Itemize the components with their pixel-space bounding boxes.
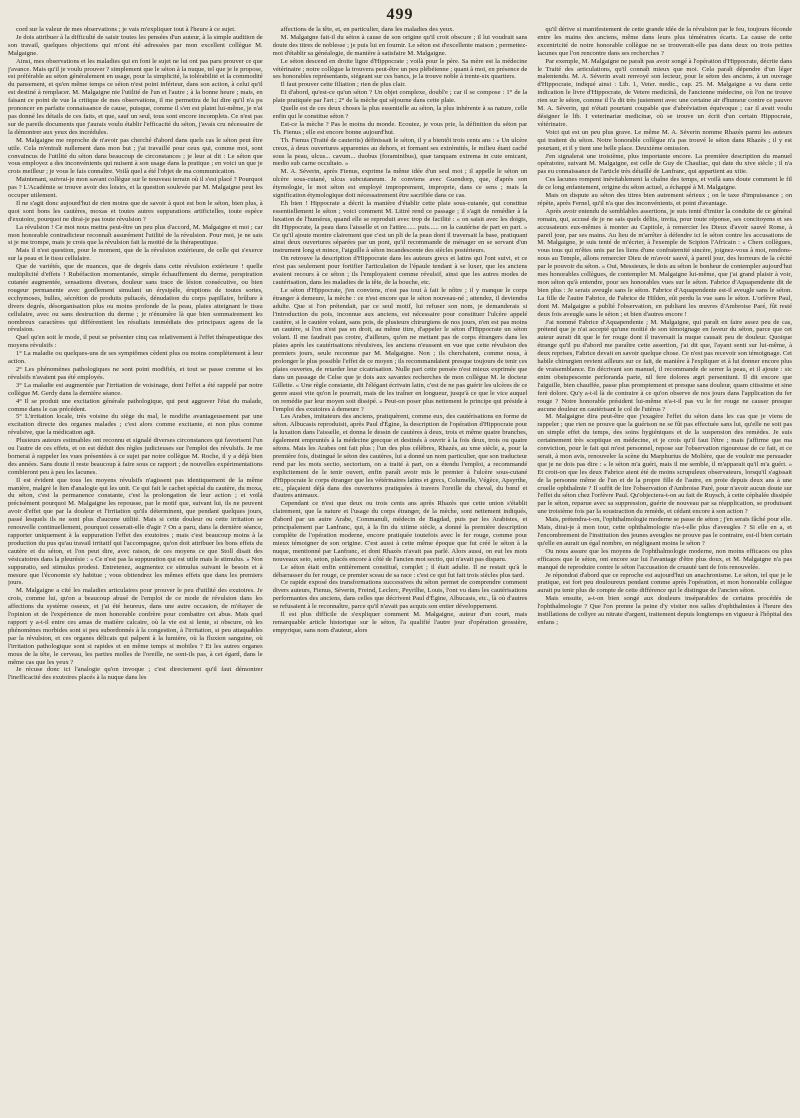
paragraph: M. A. Séverin, après Fienus, exprime la même idée d'un seul mot ; il appelle le séton un ulcère sous-cutané, ulcus subcutaneum. Je conviens avec Guendorp, que, d'après son étymologie, le mot séton est employé improprement, improprie, dans ce sens ; mais la signification étymologique doit nécessairement être sacrifiée dans ce cas. — [272, 168, 528, 200]
column-middle — [273, 26, 528, 1112]
paragraph: Le séton descend en droite ligne d'Hippocrate ; voilà pour le père. Sa mère est la médecine vétérinaire ; notre collègue la trouvera peut-être un peu plébéienne ; quant à moi, en présence de ses honorables représentants, siégeant sur ces bancs, je la trouve noble à trente-six quartiers. — [272, 57, 528, 81]
paragraph: 2° Les phénomènes pathologiques ne sont point modifiés, et tout se passe comme si les révulsifs n'avaient pas été employés. — [8, 365, 263, 381]
paragraph: Cependant ce n'est que deux ou trois cents ans après Rhazès que cette union s'établit clairement, que la nature et l'usage du corps étranger, de la mèche, sont nettement indiqués, d'abord par un autre Arabe, Commanuli, médecin de Bagdad, puis par les Arabistes, et principalement par Lanfranc, qui, à la fin du xiiime siècle, a donné la première description complète de l'opération moderne, encore pratiquée toutefois avec le fer rouge, comme pour mieux témoigner de son origine. C'est aussi à cette même époque que fut créé le séton à la nuque, mentionné par Lanfranc, et dont Rhazès n'avait pas parlé. Alors aussi, on eut les mots nouveaux seto, seton, placés encore à côté de l'ancien mot sectio, qui n'avait pas disparu. — [272, 500, 528, 563]
paragraph: Et d'abord, qu'est-ce qu'un séton ? Un objet complexe, doubl'e ; car il se compose : 1° de la plaie pratiquée par l'art ; 2° de la mèche qui séjourne dans cette plaie. — [272, 89, 528, 105]
paragraph: Est-ce la mèche ? Pas le moins du monde. Ecoutez, je vous prie, la définition du séton par Th. Fienus ; elle est encore bonne aujourd'hui. — [272, 120, 528, 136]
paragraph: Th. Fienus (Traité de cauteriis) définissait le séton, il y a bientôt trois cents ans : « Un ulcère creux, à deux ouvertures apparentes au dehors, et formant ses extrémités, le milieu étant caché sous la peau, ulcus... cavum... duobus (foraminibus), quæ tanquam extrema in cute emicant, medio sub carne occultato. » — [272, 136, 528, 168]
paragraph: Le séton était enfin entièrement constitué, complet ; il était adulte. Il ne restait qu'à le débarrasser du fer rouge, ce premier sceau de sa race : c'est ce qui fut fait trois siècles plus tard. — [272, 563, 528, 579]
column-right — [537, 26, 792, 1112]
paragraph: Maintenant, suivrai-je mon savant collègue sur le nouveau terrain où il s'est placé ? Pourquoi pas ? L'Académie se trouve avoir des loisirs, et la question soulevée par M. Malgaigne peut les occuper utilement. — [8, 176, 263, 200]
paragraph: 5° L'irritation locale, très voisine du siège du mal, le modifie avantageusement par une excitation directe des organes malades ; c'est alors comme excitante, et non plus comme révulsive, que la médication agit. — [8, 413, 263, 437]
text-columns — [8, 26, 792, 1112]
paragraph: M. Malgaigne a cité les maladies articulaires pour prouver le peu d'utilité des exutoires. Je crois, comme lui, qu'on a beaucoup abusé de l'emploi de ce mode de révulsion dans les affections du système osseux, et j'ai été heureux, dans une autre occasion, de m'étayer de l'opinion et de l'expérience de mon honorable confrère pour combattre cet abus. Mais quel rapport y a-t-il entre ces amas de matière calcaire, où la vie est si lente, si obscure, où les phénomènes morbides sont si peu subordonnés à la congestion, à l'irritation, si peu attaquables par la révulsion, et ces organes délicats qui palpent à la lumière, où la fluxion sanguine, où l'irritation pathologique sont si rapides et en même temps si mobiles ? Et les autres organes mous de la tête, le cerveau, les parties molles de l'oreille, ne sont-ils pas, à cet égard, dans le même cas que les yeux ? — [8, 587, 263, 666]
paragraph: Mais, prétendra-t-on, l'ophthalmologie moderne se passe de séton ; j'en serais fâché pour elle. Mais, dirai-je à mon tour, cette ophthalmologie n'a-t-elle plus d'aveugles ? Si elle en a, et l'encombrement de l'institution des jeunes aveugles ne prouve pas le contraire, est-il bien certain qu'elle en aurait un égal nombre, en négligeant moins le séton ? — [537, 516, 793, 547]
paragraph: Le séton d'Hippocrate, j'en conviens, n'est pas tout à fait le nôtre ; il y manque le corps étranger à demeure, la mèche : ce n'est encore que le séton nouveau-né ; attendez, il deviendra adulte. Que si l'on prétendait, par ce seul motif, lui refuser son nom, je demanderais si l'introduction du pois, inconnue aux anciens, est nécessaire pour constituer l'ulcère appelé cautère, si le cautère volant, sans pois, de plusieurs chirurgiens de nos jours, n'en est pas moins un cautère, si l'on n'est pas en droit, au même titre, d'appeler le séton d'Hippocrate un séton volant. Il me faudrait pas croire, d'ailleurs, qu'en ne mettant pas de corps étrangers dans les plaies après les cautérisations révulsives, les anciens n'eussent en vue que cette révulsion des premiers jours, seule reconnue par M. Malgaigne. Non ; ils cherchaient, comme nous, à prolonger le plus possible l'effet de ce moyen ; ils recommandaient presque toujours de tenir ces plaies ouvertes, de retarder leur cicatrisation. Nulle part cette pensée n'est mieux exprimée que dans un passage de Celse que je dois aux savantes recherches de mon collègue M. le docteur Gillette. « Une règle constante, dit l'élégant écrivain latin, c'est de ne pas guérir les ulcères de ce genre aussi vite qu'on le pourrait, mais de les traîner en longueur, jusqu'à ce que le vice auquel on remédie par leur moyen soit dissipé. » Peut-on poser plus nettement le principe qui préside à l'emploi des exutoires à demeure ? — [272, 286, 528, 413]
column-left — [8, 26, 263, 1112]
paragraph: Il faut prouver cette filiation ; rien de plus clair. — [280, 81, 406, 89]
paragraph: Par exemple, M. Malgaigne ne paraît pas avoir songé à l'opération d'Hippocrate, décrite dans le Traité des articulations, qu'il connaît mieux que moi. Cela paraît dépendre d'un léger malentendu. M. A. Séverin avait renvoyé son lecteur, pour le séton des anciens, à un ouvrage d'Hippocrate, indiqué ainsi : Lib. 1, Veter. medic., cap. 25. M. Malgaigne a vu dans cette indication le livre d'Hippocrate, de Vetere medicinâ, de l'ancienne médecine, où l'on ne trouve rien sur le séton, comme il l'a dit très justement avec une certaine air d'humeur contre ce pauvre M. A. Séverin, qui n'était pourtant coupable que d'abréviation équivoque ; car il avait voulu désigner le lib. I veterinariæ medicinæ, où se trouve un écrit d'un certain Hippocrate, vétérinaire. — [537, 57, 793, 128]
paragraph: M. Malgaigne dira peut-être que j'exagère l'effet du séton dans les cas que je viens de rappeler ; que rien ne prouve que la guérison ne se fût pas effectuée sans lui, qu'elle ne soit pas un simple effet du temps, des soins hygiéniques et de la suspension des remèdes. Je suis certainement très sceptique en médecine, et je crois qu'il faut l'être ; mais j'affirme que ma conviction, pour le fait qui m'est personnel, repose sur l'observation rigoureuse de ce fait, et ce serait, à mon avis, renouveler la scène du Marphurius de Molière, que de vouloir me persuader que je ne dois pas dire : « le séton m'a guéri, mais il me semble, il m'apparait qu'il m'a guéri. » Et croit-on que les deux Fabrice aient été de moins scrupuleux observateurs, lorsqu'il s'agissait de la personne même de l'un et de la propre fille de l'autre, en proie depuis deux ans à une cruelle ophthalmie ? Il suffit de lire l'observation d'Ambroise Paré, pour n'avoir aucun doute sur l'effet du séton chez l'orfèvre Paul. Qu'objectera-t-on au fait de Ruysch, à cette céphalée dissipée par le séton, reparue avec sa suppression, guérie de nouveau par sa réapplication, se produisant une troisième fois par la soustraction du remède, et cédant encore à son action ? — [537, 413, 793, 516]
paragraph: 1° La maladie ou quelques-uns de ses symptômes cèdent plus ou moins complètement à leur action. — [8, 350, 263, 366]
paragraph: Je répondrai d'abord que ce reproche est aujourd'hui un anachronisme. Le séton, tel que je le pratique, est fort peu douloureux pendant comme après l'opération, et mon honorable collègue aurait pu tenir plus de compte de cette différence qui le distingue de l'ancien séton. — [537, 571, 793, 595]
paragraph: Mais il n'est question, pour le moment, que de la révulsion extérieure, de celle qui s'exerce sur la peau et le tissu cellulaire. — [8, 247, 263, 263]
paragraph: Après avoir entendu de semblables assertions, je suis tenté d'imiter la conduite de ce général romain, qui, accusé de je ne sais quels délits, invita, pour toute réponse, ses concitoyens et ses accusateurs eux-mêmes à monter au Capitole, à remercier les Dieux d'avoir sauvé Rome, à pareil jour, par ses mains. Au lieu de m'arrêter à défendre ici le séton contre les accusations de M. Malgaigne, je suis tenté de m'écrier, à l'exemple de Scipion l'Africain : « Chers collègues, vous tous qui m'êtes unis par les liens d'une confraternité sincère, joignez-vous à moi, rendons-nous au Temple, allons remercier Dieu de m'avoir sauvé, à pareil jour, des horreurs de la cécité par le pouvoir du séton. » Oui, Messieurs, le dois au séton le bonheur de contempler aujourd'hui mes honorables collègues, de contempler M. Malgaigne lui-même, que j'ai grand plaisir à voir, mon séton qu'à entendre, pour ses honorables vues sur le séton. Fabrice d'Aquapendente dit de bien plus : Je serais aveugle sans le séton. Fabrice d'Aquapendente est-il aveugle sans le séton. La fille de l'autre Fabrice, de Fabrice de Hilden, eût perdu la vue sans le séton. L'orfèvre Paul, dont M. Malgaigne a publié l'observation, en publiant les œuvres d'Ambroise Paré, fût resté deux fois aveugle sans le séton ; et bien d'autres encore ! — [537, 207, 793, 318]
paragraph: Je récuse donc ici l'analogie qu'on invoque ; c'est directement qu'il faut démontrer l'inefficacité des exutoires placés à la nuque dans les — [8, 666, 263, 682]
paragraph: Ces lacunes rompent inévitablement la chaîne des temps, et voilà sans doute comment le fil de ce long enfantement, origine du séton actuel, a échappé à M. Malgaigne. — [537, 176, 793, 192]
paragraph: 4° Il se produit une excitation générale pathologique, qui peut aggraver l'état du malade, comme dans le cas précédent. — [8, 397, 263, 413]
paragraph: M. Malgaigne me reproche de n'avoir pas cherché d'abord dans quels cas le séton peut être utile. Cela m'entraît nullement dans mon but ; j'ai travaillé pour ceux qui, comme moi, sont convaincus de l'utilité du séton dans beaucoup de circonstances ; je leur ai dit : Le séton que vous employez a des inconvénients qui nuisent à son usage dans la pratique ; en voici un que je crois meilleur ; je vous le fais connaître. Voilà quel a été l'objet de ma communication. — [8, 136, 263, 176]
paragraph: Il est évident que tous les moyens révulsifs n'agissent pas identiquement de la même manière, malgré le lien d'analogie qui les unit. Ce qui fait le cachet spécial du cautère, du moxa, du séton, c'est la permanence constante, c'est la prolongation de leur action ; et voilà précisément pourquoi M. Malgaigne les repousse, par le motif que, suivant lui, ils ne peuvent avoir d'effet que par la douleur et l'irritation qu'ils déterminent, que pendant quelques jours, passé lesquels ils ne sont plus d'aucune utilité. Mais si cette douleur ou cette irritation se renouvelle continuellement, pourquoi cesserait-elle d'agir ? On a paru, dans la dernière séance, rapporter uniquement à la suppuration l'effet des exutoires ; mais c'est beaucoup moins à la production du pus qu'au travail irritatif qui l'accompagne, qu'on doit attribuer les bons effets du cautère et du séton, et l'on peut dire, avec raison, de ces moyens ce que Stoll disait des vésicatoires dans la pleurésie : « Ce n'est pas la suppuration qui est utile mais le stimulus. » Non suppuratio, sed stimulus prodest. Entretenez, augmentez ce stimulus suivant le besoin et à mesure que l'économie s'y habitue ; vous obtiendrez les mêmes effets que dans les premiers jours. — [8, 476, 263, 587]
paragraph: Je dois attribuer à la difficulté de saisir toutes les pensées d'un auteur, à la simple audition de son travail, quelques objections qui m'ont été adressées par mon excellent collègue M. Malgaigne. — [8, 33, 263, 57]
paragraph: qu'il dérive si manifestement de cette grande idée de la révulsion par le feu, toujours féconde entre les mains des anciens, même dans leurs plus téméraires écarts. La cause de cette excentricité de notre honorable collègue ne se trouverait-elle pas dans deux ou trois petites lacunes que l'on rencontre dans ses recherches ? — [537, 26, 793, 57]
paragraph: Plusieurs auteurs estimables ont reconnu et signalé diverses circonstances qui favorisent l'un ou l'autre de ces effets, et on est déduit des règles judicieuses sur l'emploi des révulsifs. Je me bornerai à rappeler les vues présentées à ce sujet par notre collègue M. Roche, il y a déjà bien des années. Sans doute il reste beaucoup à faire sous ce rapport ; de nouvelles expérimentations combleront peu à peu les lacunes. — [8, 437, 263, 476]
paragraph: Ce rapide exposé des transformations successives du séton permet de comprendre comment divers auteurs, Fienus, Séverin, Freind, Leclerc, Peyrilhe, Louis, l'ont vu dans les cautérisations performantes des anciens, dans celles que décrivent Paul d'Égine, Albucasis, etc., là où d'autres se refusaient à le reconnaître, parce qu'il n'avait pas acquis son entier développement. — [272, 579, 528, 611]
paragraph: 3° La maladie est augmentée par l'irritation de voisinage, dont l'effet a été rappelé par notre collègue M. Gerdy dans la dernière séance. — [8, 381, 263, 397]
paragraph: affections de la tête, et, en particulier, dans les maladies des yeux. — [280, 26, 455, 33]
paragraph: On retrouve la description d'Hippocrate dans les auteurs grecs et latins qui l'ont suivi, et ce n'est pas seulement pour fortifier l'articulation de l'épaule tendant à se luxer, que les anciens avaient recours à ce séton ; ils l'employaient comme révulsif, ainsi que les autres modes de cautérisation, dans les maladies de la tête, de la bouche, etc. — [272, 255, 528, 286]
paragraph: Mais ensuite, a-t-on bien songé aux douleurs inséparables de certains procédés de l'ophthalmologie ? Que l'on prenne la peine d'y visiter nos salles d'ophthalmies à l'heure des instillations de collyre au nitrate d'argent, traitement depuis longtemps en vigueur à l'hôpital des enfans ; — [537, 595, 793, 626]
paragraph: M. Malgaigne fait-il du séton à cause de son origine qu'il croit obscure ; il lui voudrait sans doute des titres de noblesse ; je puis lui en fournir. Le séton est d'excellente maison ; permettez-moi d'établir sa généalogie, de manière à satisfaire M. Malgaigne. — [272, 33, 528, 57]
paragraph: Quel qu'en soit le mode, il peut se présenter cinq cas relativement à l'effet thérapeutique des moyens révulsifs : — [8, 334, 263, 350]
paragraph: Quelle est de ces deux choses la plus essentielle au séton, la plus inhérente à sa nature, celle enfin qui le constitue séton ? — [272, 105, 528, 120]
paragraph: Que de variétés, que de nuances, que de degrés dans cette révulsion extérieure ! quelle multiplicité d'effets ! Rubéfaction momentanée, simple échauffement du derme, perspiration cutanée augmentée, sensations diverses, douleur sans trace de lésion consécutive, ou bien rougeur permanente avec gonflement simulant un érysipèle, éruptions de toutes sortes, ecchymoses, bulles, sécrétion de produits pultacés, dénudation du corps papillaire, brûlure à divers degrés, désorganisation plus ou moins profonde de la peau, plaies atteignant le tissu cellulaire, avec ou sans destruction du derme ; je n'énumère là que bien sommairement les nombreux caractères qui différentient les résultats immédiats des principaux agens de la révulsion. — [8, 263, 263, 334]
paragraph: Ou nous assure que les moyens de l'ophthalmologie moderne, non moins efficaces ou plus efficaces que le séton, ont encore sur lui l'avantage d'être plus doux, et M. Malgaigne n'a pas manqué de reproduire contre le séton l'accusation de cruauté tant de fois renouvelée. — [537, 547, 793, 571]
paragraph: cord sur la valeur de mes observations ; je vais m'expliquer tout à l'heure à ce sujet. — [16, 26, 236, 33]
page-number: 499 — [386, 6, 414, 23]
paragraph: Il ne s'agit donc aujourd'hui de rien moins que de savoir à quoi est bon le séton, bien plus, à quoi sont bons les cautères, moxas et toutes autres suppurations artificielles, toute espèce d'exutoire, pourquoi ne dirai-je pas toute révulsion ? — [8, 199, 263, 223]
paragraph: Ainsi, mes observations et les maladies qui en font le sujet ne lui ont pas paru prouver ce que j'avance. Mais qu'il je voulu prouver ? simplement que le séton à la nuque, tel que je le propose, est préférable au séton généralement en usage, pour la simplicité, la tolérabilité et la commodité du pansement, et qu'en même temps ce séton n'est point inférieur, dans son action, à celui qu'il est destiné à remplacer. M. Malgaigne nie l'utilité de l'un et l'autre ; à la bonne heure ; mais, en faisant ce point de vue la critique de mes observations, il me permettra de lui dire qu'il n'a pu prononcer en parfaite connaissance de cause, puisque, comme il s'en est plaint lui-même, je n'ai pas donné les détails de ces faits, et que, sauf un seul, tous sont encore incomplets. Ce n'est pas sur de pareils documents que j'aurais voulu établir l'efficacité du séton, j'avais cru nécessaire de la démontrer aux yeux des incrédules. — [8, 57, 263, 136]
paragraph: Voici qui est un peu plus grave. Le même M. A. Séverin nomme Rhazès parmi les auteurs qui traitent du séton. Notre honorable collègue n'a pas trouvé le séton dans Rhazès ; il y est pourtant, et il y tient une belle place. Deuxième omission. — [537, 128, 793, 152]
paragraph: Il est plus difficile de s'expliquer comment M. Malgaigne, auteur d'un court, mais remarquable article historique sur le séton, l'a qualifié l'autre jour d'opération grossière, empyrique, sans nom d'auteur, alors — [272, 611, 528, 634]
paragraph: Mais on dispute au séton des titres bien autrement sérieux ; on le taxe d'impuissance ; on répète, après Fernel, qu'il n'a que des inconvénients, et point d'avantage. — [537, 192, 793, 207]
paragraph: J'en signalerai une troisième, plus importante encore. La première description du manuel opératoire, suivant M. Malgaigne, est celle de Guy de Chauliac, qui date du xive siècle ; il n'a pas eu connaissance de l'article très détaillé de Lanfranc, qui appartient au xiiie. — [537, 152, 793, 176]
paragraph: La révulsion ! Ce mot nous mettra peut-être un peu plus d'accord, M. Malgaigne et moi ; car mon honorable contradicteur reconnaît assurément l'utilité de la révulsion. Pour moi, je ne sais si je me trompe, mais je crois que la révulsion fait la moitié de la thérapeutique. — [8, 223, 263, 247]
paragraph: Les Arabes, imitateurs des anciens, pratiquèrent, comme eux, des cautérisations en forme de séton. Albucasis reproduisit, après Paul d'Égine, la description de l'opération d'Hippocrate pour la luxation dans l'aisselle, et donna le dessin de cautères à deux, trois et même quatre branches, également empruntés à la médecine grecque et destinés à ouvrir à la fois deux, trois ou quatre sétons. Mais les Arabes ont fait plus ; l'un des plus célèbres, Rhazès, au xme siècle, a, pour la première fois, distingué le séton des cautères, lui a donné un nom particulier, que son traducteur rend par les mots sectio, sectorium, on a traité à part, on a étendu l'emploi, a recommandé explicitement de le tenir ouvert, enfin paraît avoir mis le premier à l'ulcère sous-cutané d'Hippocrate le corps étranger que les vétérinaires latins et grecs, Columelle, Végèce, Apsyrthe, etc., plaçaient déjà dans des ouvertures pratiquées à travers l'oreille du cheval, du bœuf et d'autres animaux. — [272, 413, 528, 500]
paragraph: Eh bien ! Hippocrate a décrit la manière d'établir cette plaie sous-cutanée, qui constitue essentiellement le séton ; voici comment M. Littré rend ce passage ; il s'agit de remédier à la luxation de l'humérus, quand elle se reproduit avec trop de facilité : « on saisit avec les doigts, dit Hippocrate, la peau dans l'aisselle et on l'attire...... puis...... on la cautérise de part en part. » Ce qu'il ajoute montre clairement que c'est un pli de la peau dont il traversait la base, pratiquant ainsi deux ouvertures séparées par un pont, qu'il recommande de ménager en se servant d'un instrument long et mince, l'aiguille à séton incandescente des siècles postérieurs. — [272, 199, 528, 255]
paragraph: J'ai nommé Fabrice d'Aquapendente ; M. Malgaigne, qui paraît en faire assez peu de cas, prétend que je n'ai accepté qu'une moitié de son témoignage en faveur du séton, parce que cet auteur aurait dit que le fer rouge dont il traversait la nuque causait peu de douleur. Quoique étrange qu'il pu d'abord me paraître cette assertion, j'ai dit que, l'ayant senti sur lui-même, à deux reprises, Fabrice devait en savoir quelque chose. Ce n'est pas recevoir son témoignage. Cet habile chirurgien revient ailleurs sur ce fait, de manière à l'expliquer et à lui donner encore plus de vraisemblance. En décrivant son manuel, il recommande de serrer la peau, et il ajoute : sic enim obstupescente perforanda parte, nil fere dolores ægri persentiunt. Il dit encore que l'aiguille, bien chauffée, passe plus promptement et presque sans douleur, quam citissime et sine ferè dolore. Qu'y a-t-il là de contraire à ce qu'on observe de nos jours dans l'application du fer rouge ? Notre honorable président lui-même n'a-t-il pas vu le fer rouge ne causer presque aucune douleur en cautérisant le col de l'utérus ? — [537, 318, 793, 413]
